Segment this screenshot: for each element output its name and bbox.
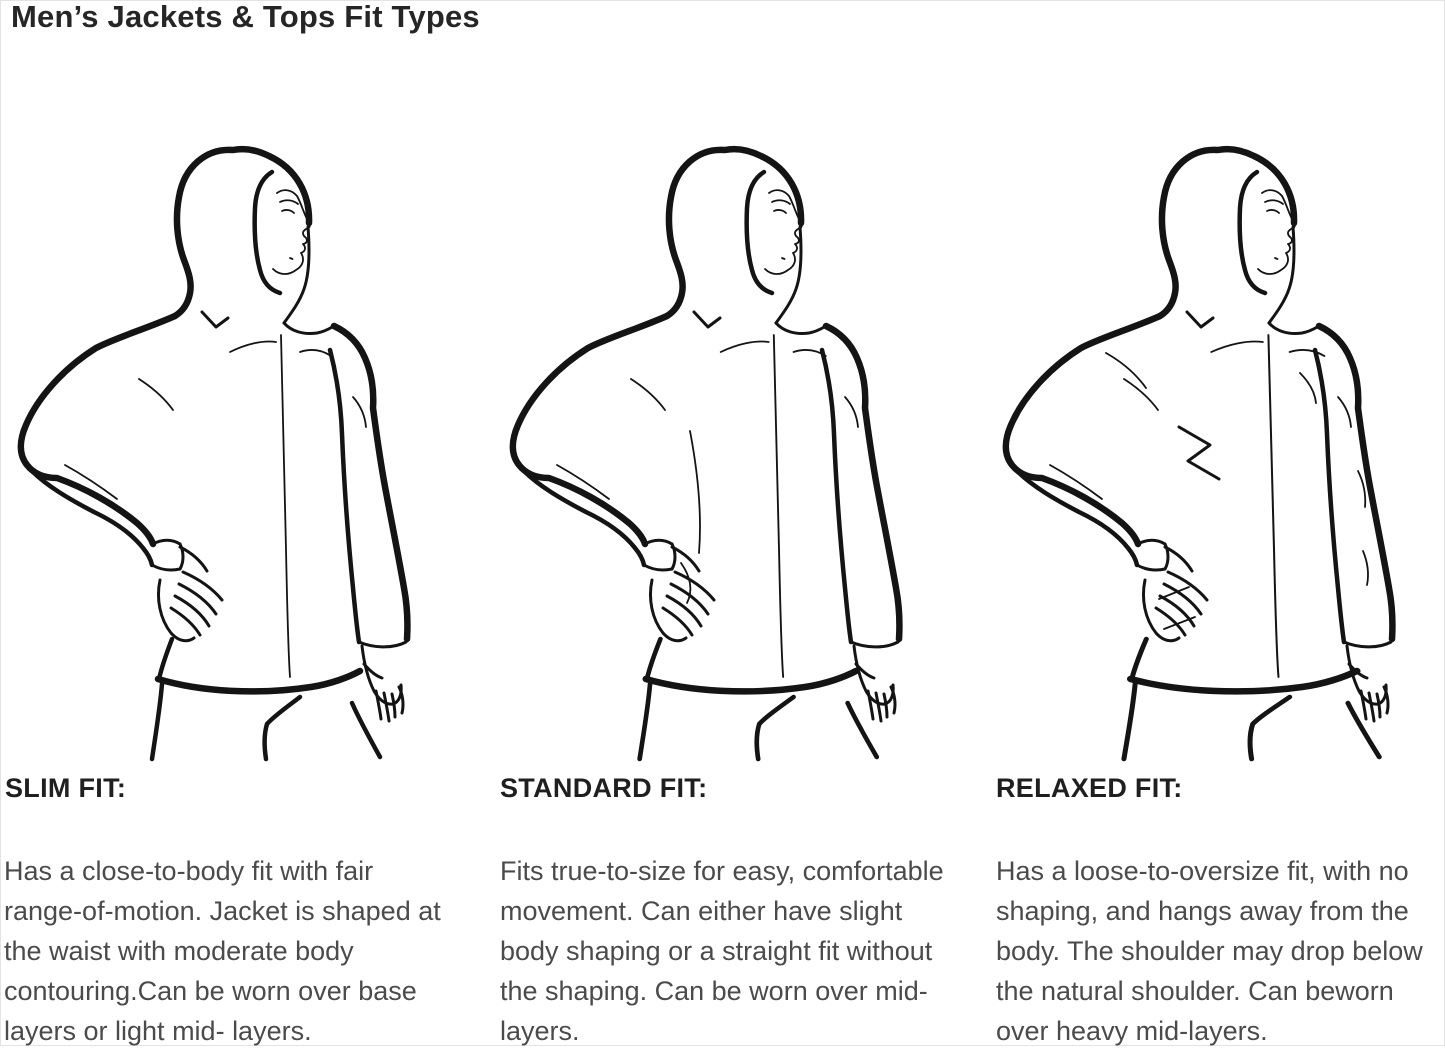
fit-column-standard [493,1,979,1047]
fit-column-relaxed [986,1,1445,1047]
fit-description-slim: Has a close-to-body fit with fair range-of-motion. Jacket is shaped at the waist with moderate body contouring.Can be worn over base layers or light mid- layers. [4,856,441,1046]
fit-column-slim [1,1,487,1047]
relaxed-fit-figure-illustration [986,131,1445,771]
standard-fit-figure-illustration [493,131,973,771]
fit-heading-standard: STANDARD FIT: [500,773,708,803]
fit-description-standard: Fits true-to-size for easy, comfortable movement. Can either have slight body shaping or a straight fit without the shaping. Can be worn over mid-layers. [500,856,944,1046]
fit-heading-slim: SLIM FIT: [5,773,127,803]
page-title: Men’s Jackets & Tops Fit Types [11,0,480,34]
fit-description-relaxed: Has a loose-to-oversize fit, with no shaping, and hangs away from the body. The shoulder may drop below the natural shoulder. Can beworn over heavy mid-layers. [996,856,1423,1046]
slim-fit-figure-illustration [1,131,481,771]
fit-heading-relaxed: RELAXED FIT: [996,773,1183,803]
